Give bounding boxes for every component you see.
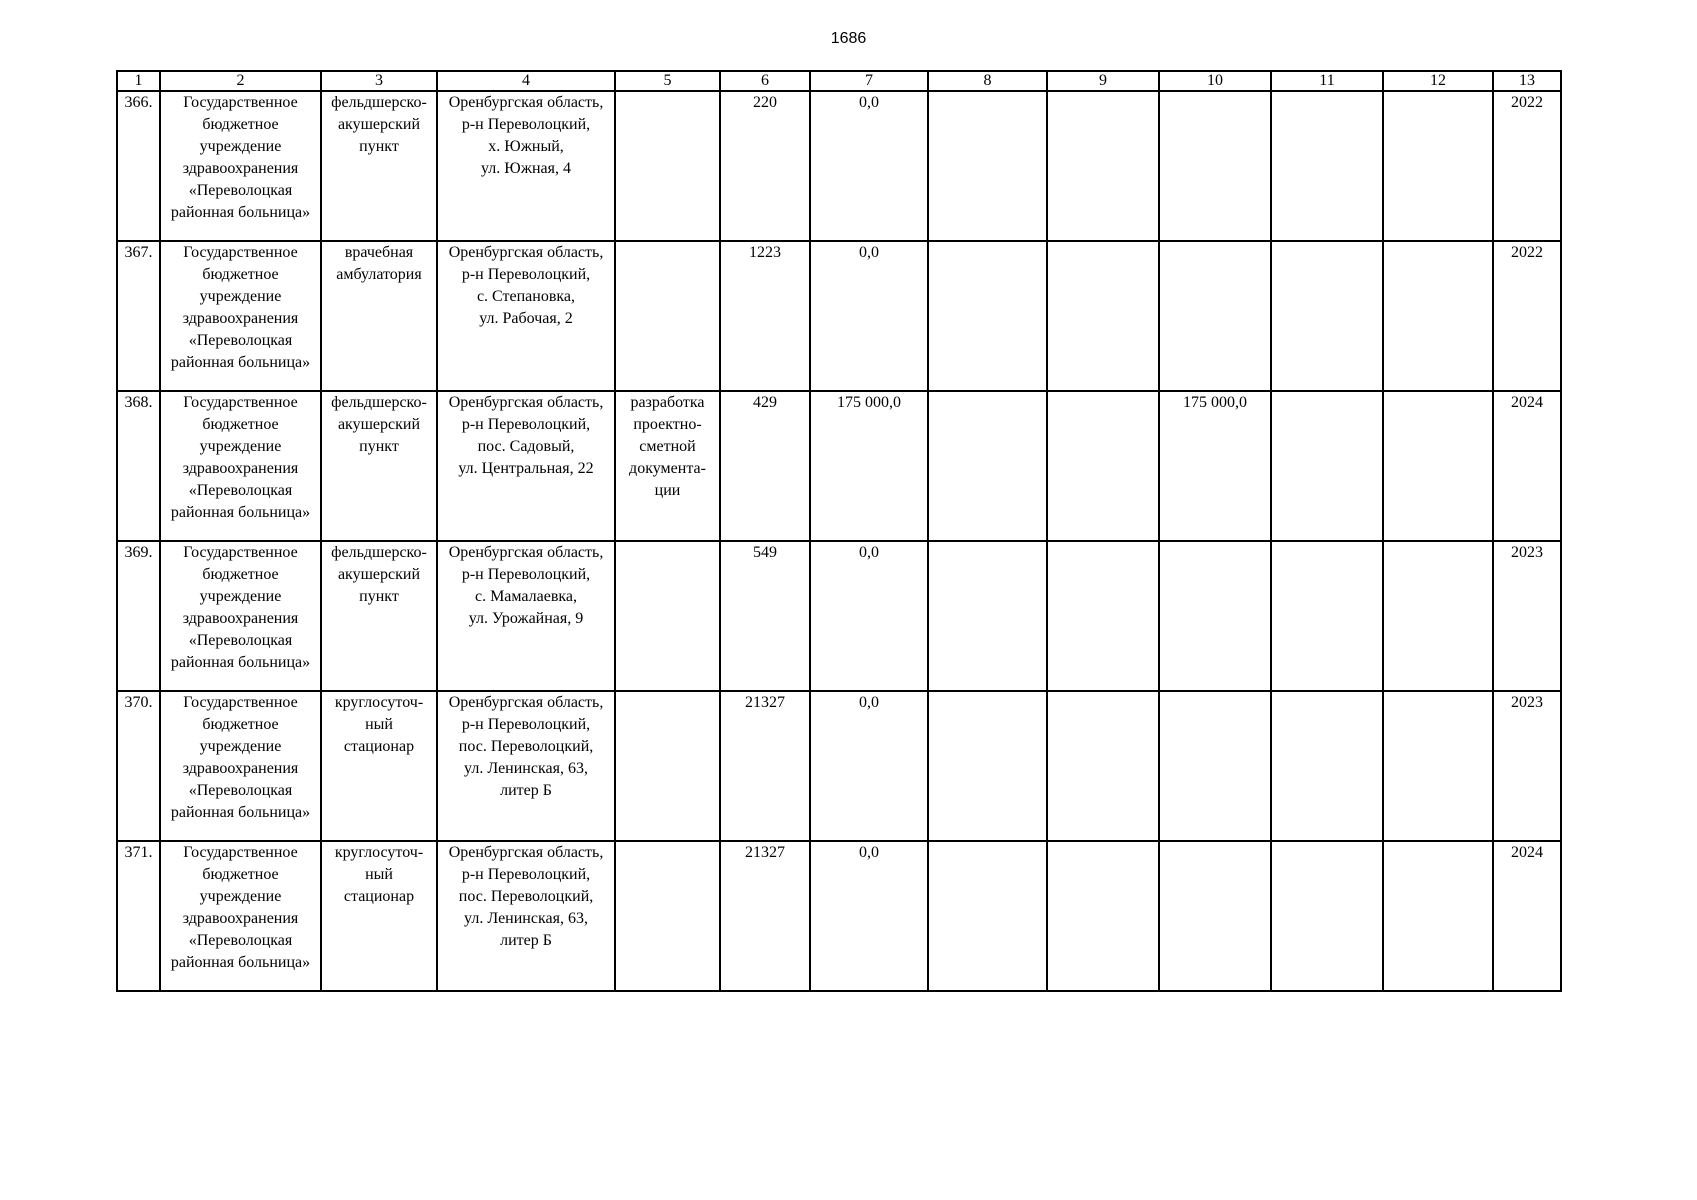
facility-type-cell-line: акушерский [337,566,421,583]
col8-cell [928,691,1047,841]
institution-cell-line: бюджетное [202,416,279,433]
row-number: 366. [117,91,160,241]
facility-type-cell-line: ный [365,716,393,733]
work-type-cell [615,691,720,841]
institution-cell [160,691,321,841]
work-type-cell [615,841,720,991]
institution-cell-line: «Переволоцкая [188,332,293,349]
table-row [117,91,1561,241]
total-cost-cell: 0,0 [810,841,928,991]
address-cell-line: р-н Переволоцкий, [461,266,591,283]
address-cell-line: р-н Переволоцкий, [461,566,591,583]
address-cell-line: пос. Переволоцкий, [458,738,594,755]
address-cell-line: Оренбургская область, [448,394,604,411]
address-cell [437,391,615,541]
institution-cell-line: бюджетное [202,266,279,283]
institution-cell-line: учреждение [199,738,282,755]
facility-type-cell-line: круглосуточ- [334,694,424,711]
row-number: 367. [117,241,160,391]
institution-cell-line: Государственное [183,844,298,861]
year-cell: 2023 [1493,691,1561,841]
address-cell [437,691,615,841]
col9-cell [1047,841,1159,991]
address-cell-line: Оренбургская область, [448,544,604,561]
institution-cell-line: районная больница» [170,204,311,221]
table-row [117,691,1561,841]
institution-cell-line: учреждение [199,288,282,305]
facility-type-cell-line: фельдшерско- [331,544,427,561]
address-cell [437,541,615,691]
institution-cell [160,241,321,391]
col9-cell [1047,541,1159,691]
year-cell: 2022 [1493,91,1561,241]
total-cost-cell: 0,0 [810,91,928,241]
row-number: 368. [117,391,160,541]
column-header: 5 [615,71,720,91]
column-header: 7 [810,71,928,91]
table-row [117,241,1561,391]
facility-type-cell-line: фельдшерско- [331,94,427,111]
institution-cell-line: Государственное [183,94,298,111]
institution-cell-line: Государственное [183,394,298,411]
col8-cell [928,541,1047,691]
total-cost-cell: 0,0 [810,241,928,391]
address-cell-line: ул. Рабочая, 2 [479,310,573,327]
address-cell-line: с. Мамалаевка, [474,588,578,605]
column-header: 12 [1383,71,1493,91]
col8-cell [928,391,1047,541]
column-header: 1 [117,71,160,91]
facility-type-cell-line: ный [365,866,393,883]
facility-type-cell [321,91,437,241]
facility-type-cell-line: пункт [359,138,399,155]
institution-cell-line: здравоохранения [182,610,299,627]
column-header: 4 [437,71,615,91]
facility-type-cell [321,691,437,841]
address-cell-line: ул. Центральная, 22 [458,460,594,477]
work-type-cell-line: сметной [639,438,696,455]
address-cell-line: х. Южный, [488,138,564,155]
col11-cell [1271,391,1383,541]
institution-cell-line: районная больница» [170,654,311,671]
total-cost-cell: 0,0 [810,541,928,691]
institution-cell-line: Государственное [183,694,298,711]
col11-cell [1271,241,1383,391]
work-type-cell [615,391,720,541]
institution-cell-line: здравоохранения [182,760,299,777]
facility-type-cell-line: акушерский [337,116,421,133]
address-cell-line: ул. Ленинская, 63, [464,760,588,777]
table-row [117,841,1561,991]
area-cell: 429 [720,391,810,541]
facility-type-cell-line: пункт [359,438,399,455]
col10-cell [1159,841,1271,991]
row-number: 371. [117,841,160,991]
table-row [117,541,1561,691]
year-cell: 2022 [1493,241,1561,391]
col12-cell [1383,241,1493,391]
col10-cell: 175 000,0 [1159,391,1271,541]
row-number: 369. [117,541,160,691]
col10-cell [1159,91,1271,241]
address-cell-line: литер Б [500,932,552,949]
address-cell [437,241,615,391]
col10-cell [1159,541,1271,691]
column-header: 6 [720,71,810,91]
facility-type-cell-line: акушерский [337,416,421,433]
work-type-cell-line: документа- [629,460,706,477]
work-type-cell [615,91,720,241]
col11-cell [1271,541,1383,691]
col11-cell [1271,91,1383,241]
institution-cell-line: здравоохранения [182,910,299,927]
address-cell-line: ул. Южная, 4 [481,160,571,177]
work-type-cell-line: ции [654,482,681,499]
facility-type-cell-line: амбулатория [336,266,422,283]
col12-cell [1383,691,1493,841]
area-cell: 220 [720,91,810,241]
column-header: 13 [1493,71,1561,91]
facility-type-cell-line: круглосуточ- [334,844,424,861]
facility-type-cell [321,241,437,391]
institution-cell-line: Государственное [183,544,298,561]
facility-type-cell [321,391,437,541]
institution-cell-line: здравоохранения [182,160,299,177]
address-cell-line: с. Степановка, [476,288,576,305]
col12-cell [1383,391,1493,541]
col9-cell [1047,91,1159,241]
column-header: 10 [1159,71,1271,91]
address-cell [437,91,615,241]
total-cost-cell: 0,0 [810,691,928,841]
col9-cell [1047,241,1159,391]
column-header: 11 [1271,71,1383,91]
facility-type-cell [321,541,437,691]
col8-cell [928,841,1047,991]
col11-cell [1271,841,1383,991]
area-cell: 21327 [720,841,810,991]
objects-table [116,70,1562,992]
col9-cell [1047,391,1159,541]
column-header: 8 [928,71,1047,91]
institution-cell-line: здравоохранения [182,460,299,477]
institution-cell-line: районная больница» [170,804,311,821]
address-cell-line: пос. Переволоцкий, [458,888,594,905]
work-type-cell-line: проектно- [633,416,702,433]
address-cell-line: Оренбургская область, [448,244,604,261]
col8-cell [928,241,1047,391]
address-cell [437,841,615,991]
address-cell-line: литер Б [500,782,552,799]
institution-cell [160,541,321,691]
facility-type-cell-line: фельдшерско- [331,394,427,411]
facility-type-cell-line: стационар [343,738,415,755]
column-header: 9 [1047,71,1159,91]
year-cell: 2023 [1493,541,1561,691]
institution-cell-line: учреждение [199,438,282,455]
address-cell-line: р-н Переволоцкий, [461,866,591,883]
year-cell: 2024 [1493,391,1561,541]
col11-cell [1271,691,1383,841]
row-number: 370. [117,691,160,841]
institution-cell-line: учреждение [199,138,282,155]
col12-cell [1383,541,1493,691]
institution-cell-line: бюджетное [202,866,279,883]
col10-cell [1159,241,1271,391]
area-cell: 21327 [720,691,810,841]
table-row [117,391,1561,541]
institution-cell-line: районная больница» [170,354,311,371]
facility-type-cell-line: врачебная [344,244,414,261]
col10-cell [1159,691,1271,841]
column-header: 2 [160,71,321,91]
institution-cell-line: учреждение [199,888,282,905]
address-cell-line: р-н Переволоцкий, [461,716,591,733]
institution-cell-line: бюджетное [202,566,279,583]
address-cell-line: Оренбургская область, [448,694,604,711]
col12-cell [1383,91,1493,241]
work-type-cell [615,241,720,391]
institution-cell-line: учреждение [199,588,282,605]
institution-cell [160,841,321,991]
area-cell: 1223 [720,241,810,391]
institution-cell-line: бюджетное [202,116,279,133]
work-type-cell [615,541,720,691]
institution-cell-line: «Переволоцкая [188,632,293,649]
facility-type-cell-line: пункт [359,588,399,605]
total-cost-cell: 175 000,0 [810,391,928,541]
address-cell-line: пос. Садовый, [477,438,575,455]
institution-cell [160,91,321,241]
institution-cell-line: «Переволоцкая [188,932,293,949]
column-header: 3 [321,71,437,91]
institution-cell-line: районная больница» [170,954,311,971]
work-type-cell-line: разработка [630,394,705,411]
address-cell-line: ул. Ленинская, 63, [464,910,588,927]
institution-cell-line: «Переволоцкая [188,482,293,499]
column-number-row [117,71,1561,91]
area-cell: 549 [720,541,810,691]
institution-cell-line: районная больница» [170,504,311,521]
institution-cell-line: бюджетное [202,716,279,733]
facility-type-cell [321,841,437,991]
facility-type-cell-line: стационар [343,888,415,905]
year-cell: 2024 [1493,841,1561,991]
address-cell-line: Оренбургская область, [448,844,604,861]
institution-cell-line: здравоохранения [182,310,299,327]
address-cell-line: р-н Переволоцкий, [461,416,591,433]
col9-cell [1047,691,1159,841]
col12-cell [1383,841,1493,991]
address-cell-line: ул. Урожайная, 9 [468,610,584,627]
institution-cell [160,391,321,541]
institution-cell-line: «Переволоцкая [188,782,293,799]
institution-cell-line: «Переволоцкая [188,182,293,199]
page-number: 1686 [830,30,867,47]
col8-cell [928,91,1047,241]
address-cell-line: р-н Переволоцкий, [461,116,591,133]
institution-cell-line: Государственное [183,244,298,261]
address-cell-line: Оренбургская область, [448,94,604,111]
